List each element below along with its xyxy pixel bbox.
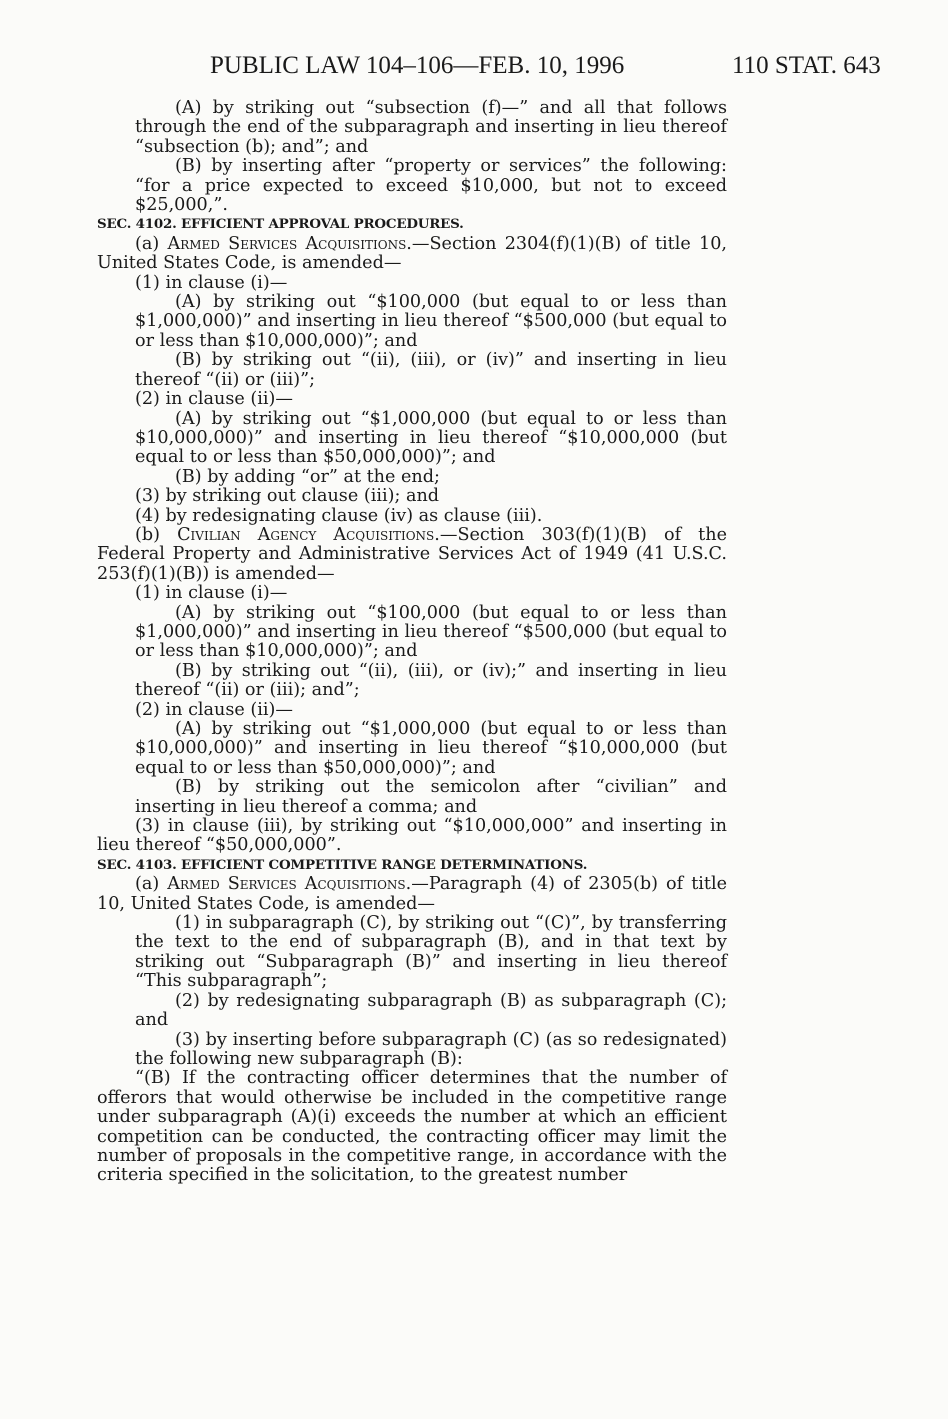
paragraph: (A) by striking out “$100,000 (but equal to or less than $1,000,000)” and inserting in lieu thereof “$500,000 (but equal to or less than $10,000,000)”; and: [135, 602, 727, 662]
paragraph: (B) by adding “or” at the end;: [175, 466, 440, 487]
paragraph: (4) by redesignating clause (iv) as clause (iii).: [135, 505, 543, 526]
paragraph: (2) in clause (ii)—: [135, 389, 293, 410]
paragraph: [97, 875, 727, 914]
paragraph: (1) in clause (i)—: [135, 583, 288, 604]
subsection-heading: Armed Services Acquisitions.: [167, 874, 412, 895]
paragraph: (B) by striking out “(ii), (iii), or (iv);” and inserting in lieu thereof “(ii) or (iii); and”;: [135, 660, 727, 701]
paragraph: (2) in clause (ii)—: [135, 699, 293, 720]
paragraph: (3) by inserting before subparagraph (C) (as so redesignated) the following new subparagraph (B):: [135, 1029, 727, 1069]
subsection-label: (b): [135, 524, 178, 545]
section-heading: SEC. 4103. EFFICIENT COMPETITIVE RANGE DETERMINATIONS.: [97, 856, 588, 873]
paragraph: (1) in subparagraph (C), by striking out “(C)”, by transferring the text to the end of subparagraph (B), and in that text by striking out “Subparagraph (B)” and inserting in lieu thereof “This subparagraph”;: [135, 913, 727, 992]
running-header: [0, 52, 948, 84]
subsection-text: —Paragraph (4) of 2305(b) of title 10, United States Code, is amended—: [97, 874, 727, 914]
header-title: PUBLIC LAW 104–106—FEB. 10, 1996: [210, 52, 625, 79]
paragraph: (3) by striking out clause (iii); and: [135, 486, 440, 507]
paragraph: (A) by striking out “$1,000,000 (but equal to or less than $10,000,000)” and inserting in lieu thereof “$10,000,000 (but equal to or less than $50,000,000)”; and: [135, 719, 727, 778]
paragraph: (A) by striking out “$1,000,000 (but equal to or less than $10,000,000)” and inserting in lieu thereof “$10,000,000 (but equal to or less than $50,000,000)”; and: [135, 408, 727, 468]
paragraph: [97, 526, 727, 584]
paragraph: (A) by striking out “subsection (f)—” and all that follows through the end of the subparagraph and inserting in lieu thereof “subsection (b); and”; and: [135, 98, 727, 157]
paragraph: (A) by striking out “$100,000 (but equal to or less than $1,000,000)” and inserting in lieu thereof “$500,000 (but equal to or less than $10,000,000)”; and: [135, 292, 727, 351]
subsection-heading: Civilian Agency Acquisitions.: [177, 524, 440, 545]
subsection-text: —Section 2304(f)(1)(B) of title 10, United States Code, is amended—: [97, 233, 727, 274]
paragraph: “(B) If the contracting officer determines that the number of offerors that would otherwise be included in the competitive range under subparagraph (A)(i) exceeds the number at which an efficient competition can be conducted, the contracting officer may limit the number of proposals in the competitive range, in accordance with the criteria specified in the solicitation, to the greatest number: [97, 1068, 727, 1186]
paragraph: (3) in clause (iii), by striking out “$10,000,000” and inserting in lieu thereof “$50,000,000”.: [97, 816, 727, 856]
paragraph: (1) in clause (i)—: [135, 272, 288, 293]
paragraph: (B) by inserting after “property or services” the following: “for a price expected to exceed $10,000, but not to exceed $25,000,”.: [135, 156, 727, 216]
paragraph: (B) by striking out the semicolon after “civilian” and inserting in lieu thereof a comma; and: [135, 777, 727, 817]
paragraph: [97, 235, 727, 274]
section-heading: SEC. 4102. EFFICIENT APPROVAL PROCEDURES.: [97, 216, 464, 233]
subsection-label: (a): [135, 233, 168, 254]
header-page-number: 110 STAT. 643: [732, 52, 881, 79]
statute-body: [97, 99, 727, 1186]
subsection-heading: Armed Services Acquisitions.: [167, 233, 412, 254]
subsection-label: (a): [135, 874, 168, 895]
subsection-text: —Section 303(f)(1)(B) of the Federal Property and Administrative Services Act of 1949 (41 U.S.C. 253(f)(1)(B)) is amended—: [97, 524, 727, 584]
paragraph: (B) by striking out “(ii), (iii), or (iv)” and inserting in lieu thereof “(ii) or (iii)”;: [135, 350, 727, 390]
paragraph: (2) by redesignating subparagraph (B) as subparagraph (C); and: [135, 990, 727, 1031]
